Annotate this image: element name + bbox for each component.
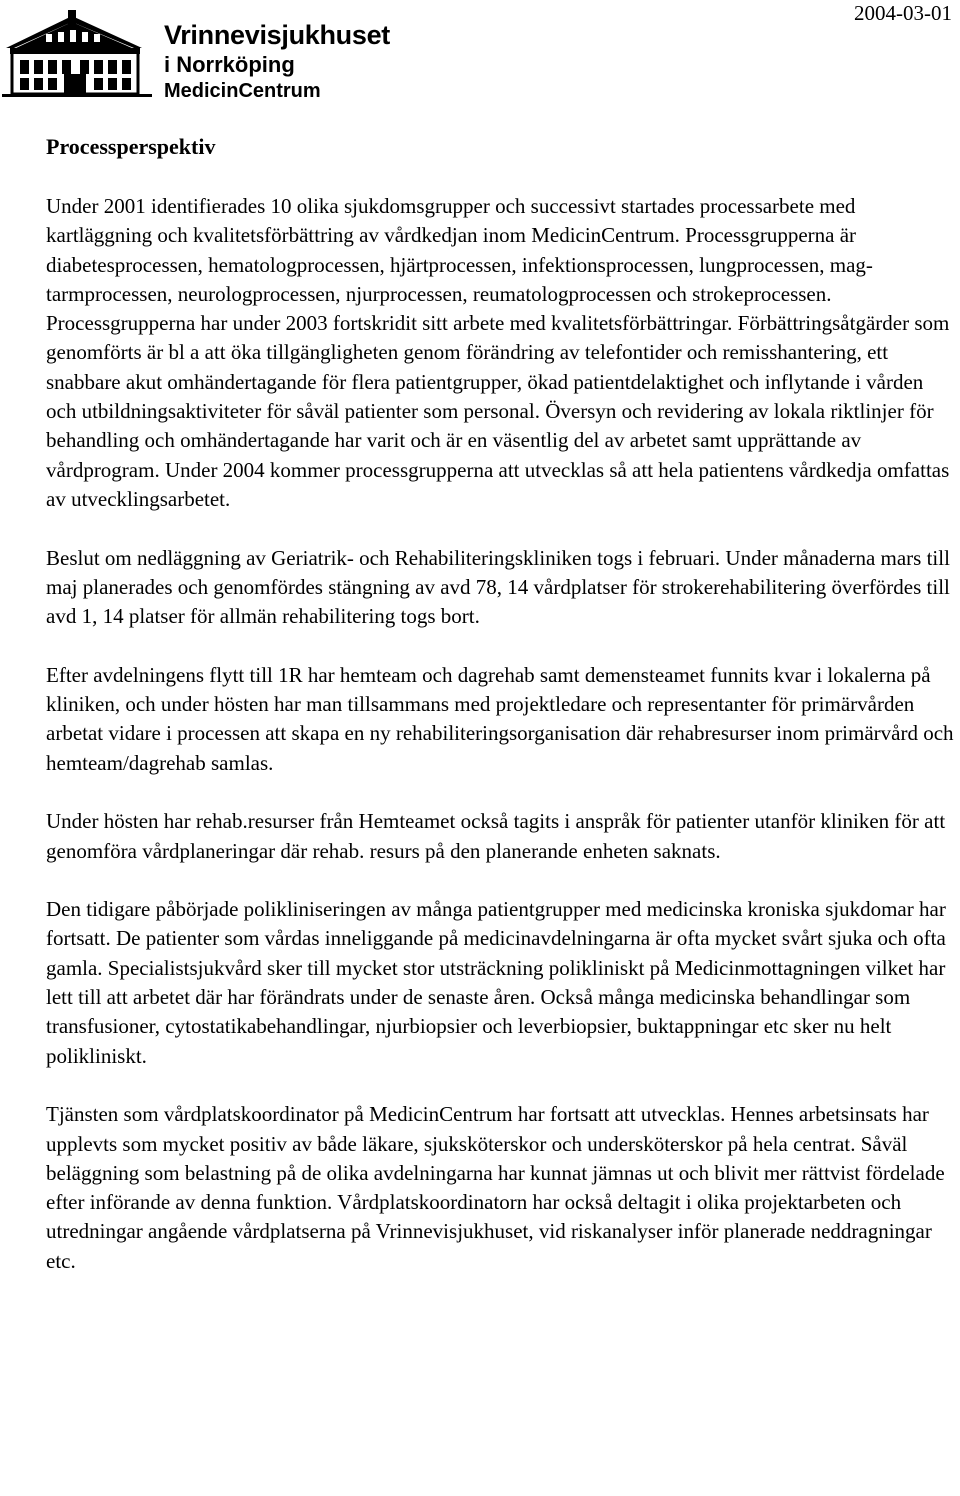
document-body bbox=[46, 192, 958, 1276]
paragraph-geriatric-closure: Beslut om nedläggning av Geriatrik- och Rehabiliteringskliniken togs i februari. Under månaderna mars till maj planerades och genomfördes stängning av avd 78, 14 vårdplatser för strokerehabilitering överfördes till avd 1, 14 platser för allmän rehabilitering togs bort. bbox=[46, 545, 950, 629]
hospital-building-icon bbox=[2, 8, 162, 108]
paragraph-outpatient-care: Den tidigare påbörjade polikliniseringen av många patientgrupper med medicinska kroniska sjukdomar har fortsatt. De patienter som vårdas inneliggande på medicinavdelningarna är ofta mycket svårt sjuka och ofta gamla. Specialistsjukvård sker till mycket stor utsträckning polikliniskt på Medicinmottagningen vilket har lett till att arbetet där har förändrats under de senaste åren. Också många medicinska behandlingar som transfusioner, cytostatikabehandlingar, njurbiopsier och leverbiopsier, buktappningar etc sker nu helt polikliniskt. bbox=[46, 897, 946, 1068]
logo-department: MedicinCentrum bbox=[164, 80, 321, 102]
page-title: Processperspektiv bbox=[46, 134, 216, 159]
paragraph-rehab-organisation: Efter avdelningens flytt till 1R har hemteam och dagrehab samt demensteamet funnits kvar i lokalerna på kliniken, och under hösten har man tillsammans med projektledare och representanter för primärvården arbetat vidare i processen att skapa en ny rehabiliteringsorganisation där rehabresurser inom primärvård och hemteam/dagrehab samlas. bbox=[46, 662, 954, 775]
logo-wordmark bbox=[164, 22, 390, 101]
paragraph-bed-coordinator: Tjänsten som vårdplatskoordinator på MedicinCentrum har fortsatt att utvecklas. Hennes arbetsinsats har upplevts som mycket positiv av både läkare, sjuksköterskor och undersköterskor på hela centrat. Såväl beläggning som belastning på de olika avdelningarna har kunnat jämnas ut och blivit mer rättvist fördelade efter införande av denna funktion. Vårdplatskoordinatorn har också deltagit i olika projektarbeten och utredningar angående vårdplatserna på Vrinnevisjukhuset, vid riskanalyser inför planerade neddragningar etc. bbox=[46, 1102, 945, 1273]
paragraph-home-team: Under hösten har rehab.resurser från Hemteamet också tagits i anspråk för patienter utanför kliniken för att genomföra vårdplaneringar där rehab. resurs på den planerande enheten saknats. bbox=[46, 809, 946, 863]
logo-hospital-name: Vrinnevisjukhuset bbox=[164, 20, 390, 50]
paragraph-process-groups: Under 2001 identifierades 10 olika sjukdomsgrupper och successivt startades processarbete med kartläggning och kvalitetsförbättring av vårdkedjan inom MedicinCentrum. Processgrupperna är diabetesprocessen, hematologprocessen, hjärtprocessen, infektionsprocessen, lungprocessen, mag- tarmprocessen, neurologprocessen, njurprocessen, reumatologprocessen och strokeprocessen. Processgrupperna har under 2003 fortskridit sitt arbete med kvalitetsförbättringar. Förbättringsåtgärder som genomförts är bl a att öka tillgängligheten genom förändring av telefontider och remisshantering, ett snabbare akut omhändertagande för flera patientgrupper, ökad patientdelaktighet och inflytande i vården och utbildningsaktiviteter för såväl patienter som personal. Översyn och revidering av lokala riktlinjer för behandling och omhändertagande har varit och är en väsentlig del av arbetet samt upprättande av vårdprogram. Under 2004 kommer processgrupperna att utvecklas så att hela patientens vårdkedja omfattas av utvecklingsarbetet. bbox=[46, 194, 950, 511]
logo-city: i Norrköping bbox=[164, 52, 295, 77]
hospital-logo bbox=[2, 8, 390, 108]
document-date: 2004-03-01 bbox=[854, 1, 952, 25]
